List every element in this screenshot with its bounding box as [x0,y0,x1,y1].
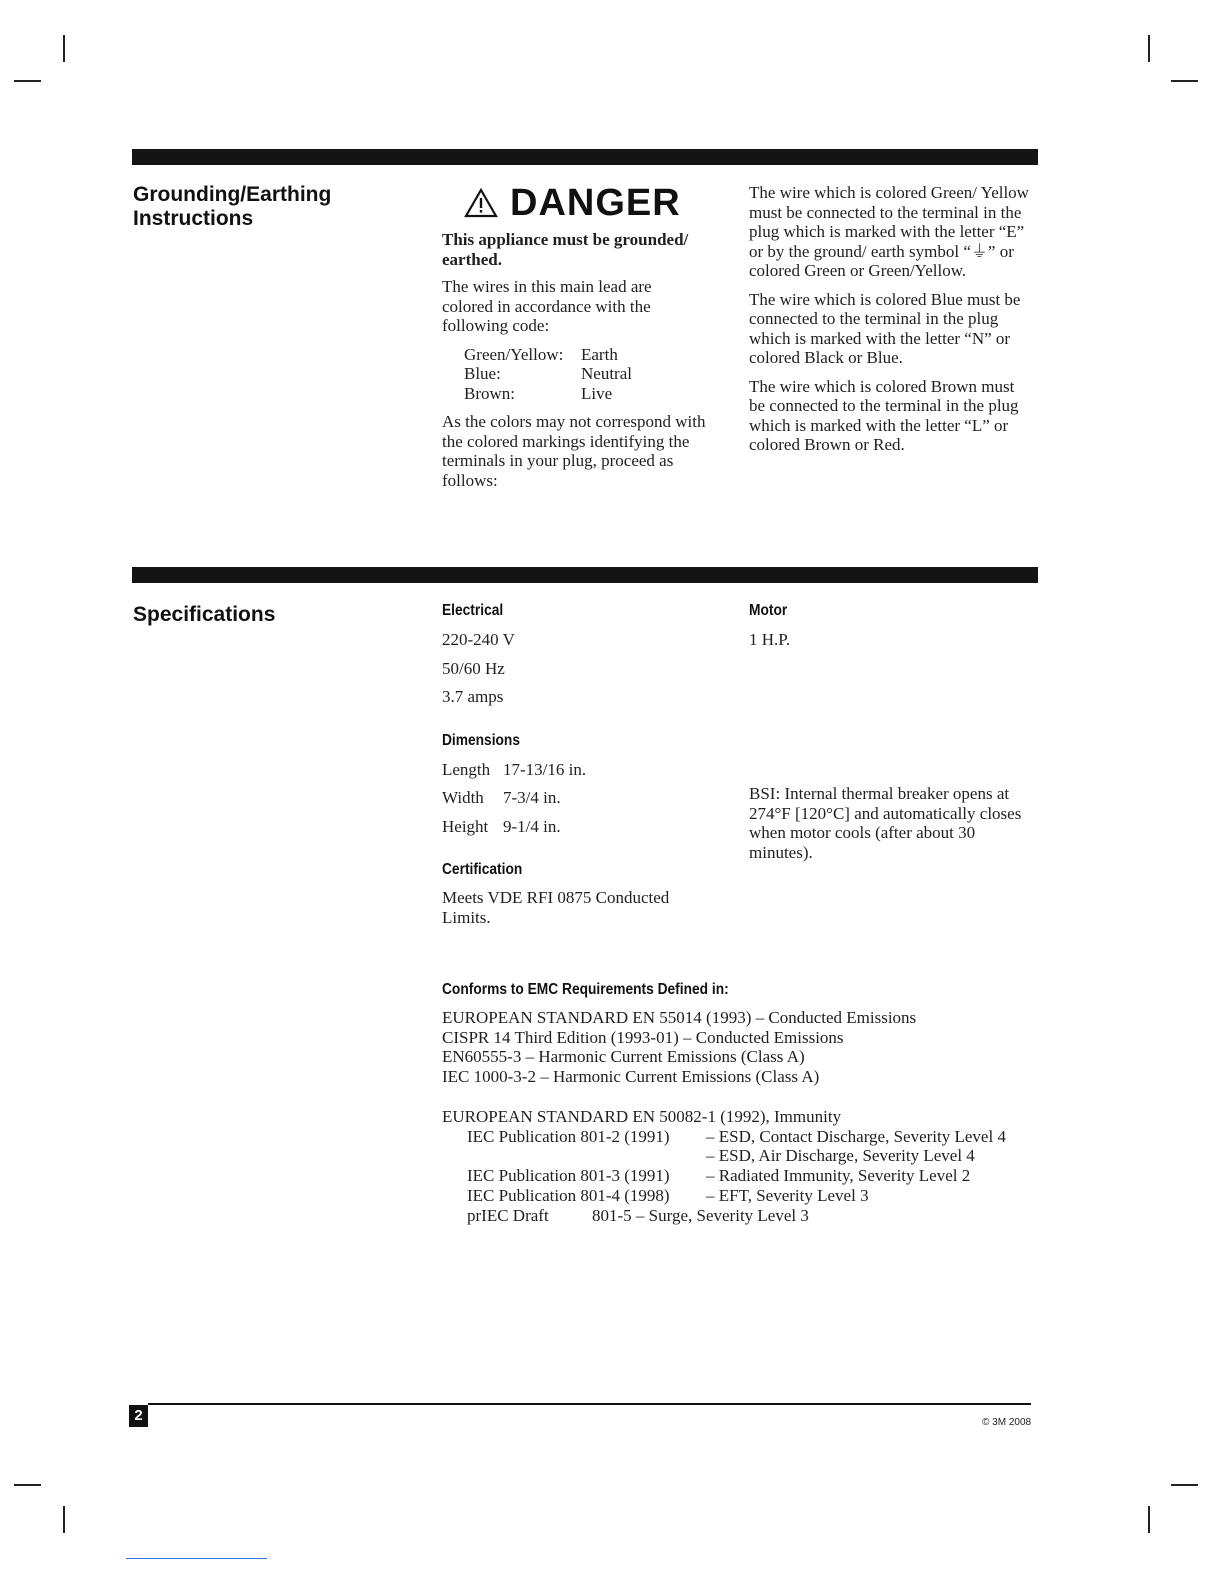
certification-heading: Certification [442,861,523,878]
color-code-row: Green/Yellow: Earth [464,344,618,364]
crop-mark [14,80,41,82]
crop-mark [1148,35,1150,62]
copyright-text: © 3M 2008 [982,1417,1032,1428]
page-number-badge: 2 [129,1405,148,1427]
bsi-thermal-breaker-text: BSI: Internal thermal breaker opens at 274°F [120°C] and automatically closes when motor cools (after about 30 minutes). [749,784,1022,862]
list-item: CISPR 14 Third Edition (1993-01) – Conducted Emissions [442,1027,844,1047]
color-code-list [464,345,732,404]
footer-rule [148,1403,1031,1405]
crop-mark [1171,1484,1198,1486]
dimension-width: Width 7-3/4 in. [442,788,561,807]
emc-immunity-list [442,1107,1006,1225]
dimensions-heading: Dimensions [442,732,520,749]
section-divider-bar [132,149,1038,165]
wires-intro-text: The wires in this main lead are colored in accordance with the following code: [442,277,652,335]
electrical-current: 3.7 amps [442,687,504,706]
emc-heading: Conforms to EMC Requirements Defined in: [442,981,729,998]
electrical-voltage: 220-240 V [442,630,515,649]
specifications-title: Specifications [133,603,276,626]
list-item: IEC Publication 801-4 (1998) – EFT, Severity Level 3 [467,1185,869,1205]
crop-mark [63,35,65,62]
grounding-section-title: Grounding/Earthing Instructions [133,183,332,230]
list-item: prIEC Draft 801-5 – Surge, Severity Level 3 [467,1205,809,1225]
list-item: IEC 1000-3-2 – Harmonic Current Emissions (Class A) [442,1067,820,1087]
link-underline [126,1558,267,1559]
list-item: EN60555-3 – Harmonic Current Emissions (Class A) [442,1047,805,1067]
crop-mark [14,1484,41,1486]
electrical-heading: Electrical [442,602,504,619]
crop-mark [1148,1506,1150,1533]
dimension-height: Height 9-1/4 in. [442,817,561,836]
motor-heading: Motor [749,602,788,619]
green-yellow-wire-text: The wire which is colored Green/ Yellow must be connected to the terminal in the plug which is marked with the letter “E” or by the ground/ earth symbol “⏚” or colored Green or Green/Yellow. [749,183,1029,280]
electrical-frequency: 50/60 Hz [442,659,505,678]
list-item: IEC Publication 801-3 (1991) – Radiated Immunity, Severity Level 2 [467,1166,971,1186]
list-item: – ESD, Air Discharge, Severity Level 4 [706,1146,975,1166]
warning-bold-text: This appliance must be grounded/ earthed. [442,230,689,269]
crop-mark [1171,80,1198,82]
danger-label: DANGER [510,181,681,224]
immunity-standard-title: EUROPEAN STANDARD EN 50082-1 (1992), Immunity [442,1107,842,1126]
color-code-row: Blue: Neutral [464,364,632,383]
dimension-length: Length 17-13/16 in. [442,760,587,779]
ground-symbol-icon: ⏚ [970,241,988,261]
brown-wire-text: The wire which is colored Brown must be connected to the terminal in the plug which is marked with the letter “L” or colored Brown or Red. [749,376,1019,454]
emc-emissions-list [442,1008,916,1087]
color-code-row: Brown: Live [464,383,613,403]
warning-triangle-icon [464,188,498,218]
proceed-text: As the colors may not correspond with the colored markings identifying the terminals in your plug, proceed as follows: [442,412,706,490]
list-item: IEC Publication 801-2 (1991) – ESD, Contact Discharge, Severity Level 4 [467,1126,1006,1146]
list-item: EUROPEAN STANDARD EN 55014 (1993) – Conducted Emissions [442,1008,917,1027]
wiring-instructions-column [749,183,1034,464]
certification-text: Meets VDE RFI 0875 Conducted Limits. [442,888,670,927]
crop-mark [63,1506,65,1533]
section-divider-bar [132,567,1038,583]
danger-column [442,180,732,499]
danger-header [464,180,732,226]
blue-wire-text: The wire which is colored Blue must be connected to the terminal in the plug which is marked with the letter “N” or colored Black or Blue. [749,289,1021,367]
motor-power: 1 H.P. [749,630,791,649]
